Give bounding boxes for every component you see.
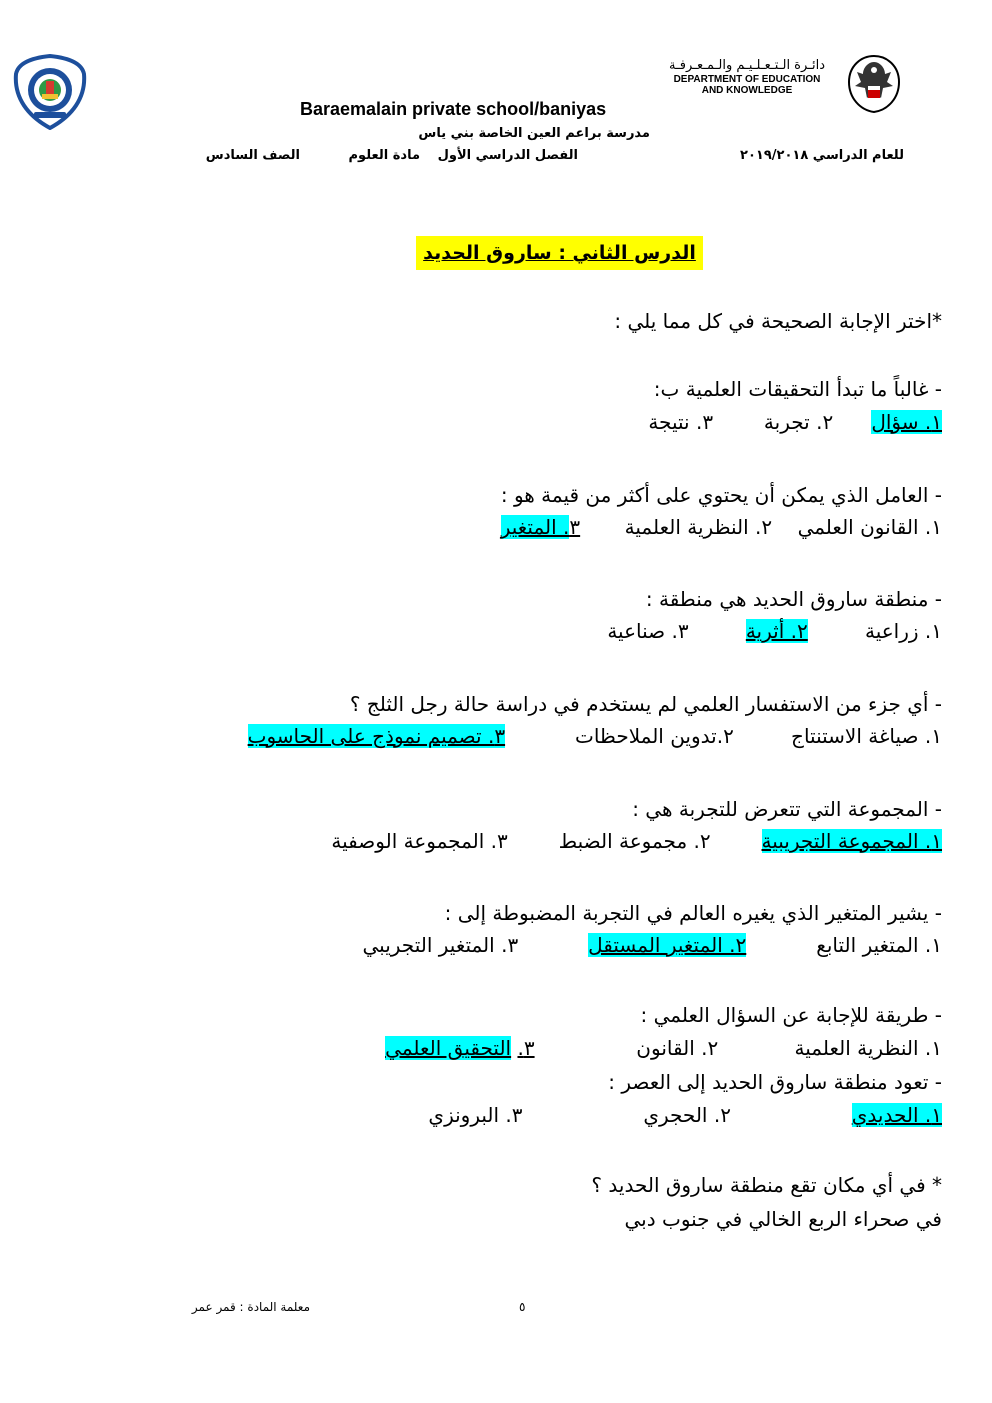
question-9: * في أي مكان تقع منطقة ساروق الحديد ؟ <box>591 1173 942 1197</box>
question-1: - غالباً ما تبدأ التحقيقات العلمية ب: <box>653 377 942 401</box>
option: ٢. القانون <box>636 1036 719 1060</box>
option: ١. النظرية العلمية <box>794 1036 942 1060</box>
answer-option: ٢. أثرية <box>745 619 808 643</box>
option: ٣. نتيجة <box>648 410 714 434</box>
grade: الصف السادس <box>205 148 300 163</box>
falcon-emblem-icon <box>843 52 905 116</box>
question-8: - تعود منطقة ساروق الحديد إلى العصر : <box>608 1070 942 1094</box>
option: ١. المتغير التابع <box>816 933 942 957</box>
option: ٢. تجربة <box>763 410 834 434</box>
school-name-en: Baraemalain private school/baniyas <box>300 99 607 119</box>
department-name-en-2: AND KNOWLEDGE <box>701 85 793 96</box>
question-5-options <box>331 826 942 856</box>
question-7-options <box>385 1033 942 1063</box>
answer-option: ١. الحديدي <box>851 1103 942 1127</box>
option-number: ٣. <box>517 1036 535 1060</box>
question-3: - منطقة ساروق الحديد هي منطقة : <box>645 587 942 611</box>
option: ٢. الحجري <box>643 1103 731 1127</box>
teacher-name: معلمة المادة : قمر عمر <box>191 1300 310 1314</box>
question-6: - يشير المتغير الذي يغيره العالم في التجربة المضبوطة إلى : <box>444 901 942 925</box>
question-9-answer: في صحراء الربع الخالي في جنوب دبي <box>624 1207 942 1231</box>
question-1-options <box>648 407 942 437</box>
page-number: ٥ <box>519 1300 526 1314</box>
instruction: *اختر الإجابة الصحيحة في كل مما يلي : <box>614 309 942 333</box>
option: ٣. صناعية <box>607 619 689 643</box>
option: ٢. مجموعة الضبط <box>558 829 711 853</box>
answer-option: . المتغير <box>500 515 570 539</box>
option: ٣. المجموعة الوصفية <box>331 829 508 853</box>
question-2: - العامل الذي يمكن أن يحتوي على أكثر من قيمة هو : <box>500 483 942 507</box>
question-4-options <box>248 721 942 751</box>
answer-option: ٣. تصميم نموذج على الحاسوب <box>247 724 506 748</box>
school-logo-icon <box>12 54 88 130</box>
question-6-options <box>362 930 942 960</box>
option: ٣. المتغير التجريبي <box>362 933 519 957</box>
question-7: - طريقة للإجابة عن السؤال العلمي : <box>640 1003 942 1027</box>
question-2-options <box>501 512 942 542</box>
answer-option: ١. المجموعة التجريبية <box>761 829 942 853</box>
option-number: ٣ <box>569 515 581 539</box>
question-4: - أي جزء من الاستفسار العلمي لم يستخدم في دراسة حالة رجل الثلج ؟ <box>349 692 942 716</box>
department-block <box>652 58 842 96</box>
question-5: - المجموعة التي تتعرض للتجربة هي : <box>632 797 942 821</box>
answer-option: التحقيق العلمي <box>385 1036 512 1060</box>
option: ٣. البرونزي <box>428 1103 523 1127</box>
option: ١. القانون العلمي <box>797 515 942 539</box>
answer-option: ١. سؤال <box>871 410 942 434</box>
school-name-ar: مدرسة براعم العين الخاصة بني ياس <box>418 126 650 141</box>
subject: مادة العلوم <box>348 148 420 163</box>
question-8-options <box>428 1100 942 1130</box>
question-3-options <box>607 616 942 646</box>
lesson-title: الدرس الثاني : ساروق الحديد <box>416 236 703 270</box>
semester: الفصل الدراسي الأول <box>437 148 578 163</box>
department-name-ar: دائـرة الـتـعـلـيـم والـمـعـرفـة <box>669 58 825 73</box>
option: ١. صياغة الاستنتاج <box>791 724 942 748</box>
answer-option: ٢. المتغير المستقل <box>588 933 747 957</box>
academic-year: للعام الدراسي ٢٠١٩/٢٠١٨ <box>740 148 904 163</box>
department-name-en-1: DEPARTMENT OF EDUCATION <box>673 74 821 85</box>
option: ٢.تدوين الملاحظات <box>575 724 734 748</box>
option: ١. زراعية <box>864 619 942 643</box>
option: ٢. النظرية العلمية <box>624 515 773 539</box>
